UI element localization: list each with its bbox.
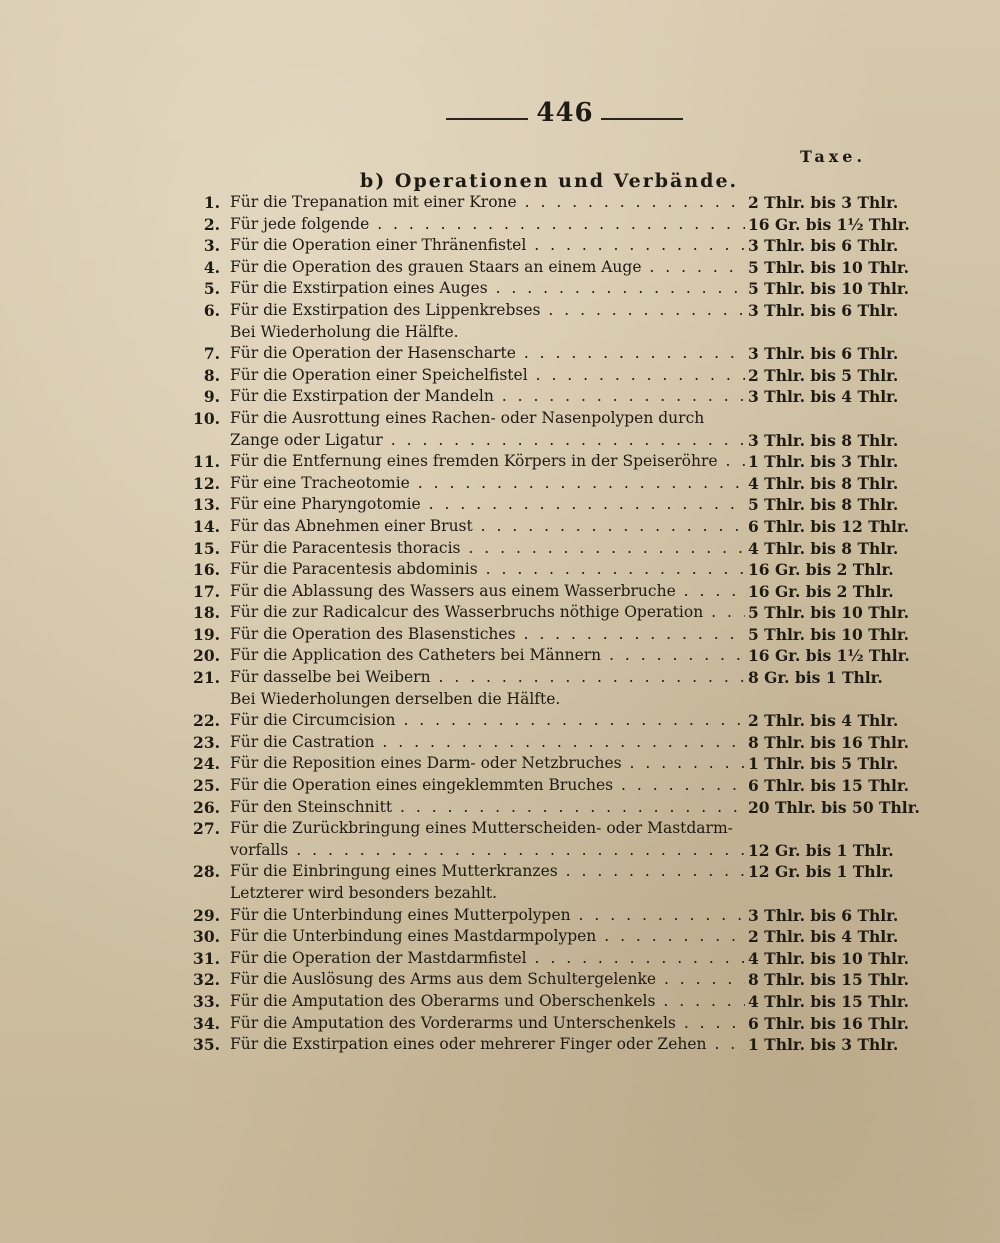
item-fee: 4 Thlr. bis 8 Thlr. xyxy=(748,538,899,558)
list-item xyxy=(0,710,1000,732)
list-item xyxy=(0,322,1000,344)
list-item xyxy=(0,192,1000,214)
list-item xyxy=(0,753,1000,775)
item-number: 22. xyxy=(193,711,220,731)
item-number: 16. xyxy=(193,560,220,580)
list-item xyxy=(0,1013,1000,1035)
item-number: 2. xyxy=(203,214,220,234)
item-description: Für die Unterbindung eines Mastdarmpolypen . . . xyxy=(230,926,745,948)
item-description: vorfalls . . . xyxy=(230,840,745,862)
list-item xyxy=(0,430,1000,452)
item-number: 28. xyxy=(193,862,220,882)
page-number: 446 xyxy=(536,98,594,128)
list-item xyxy=(0,559,1000,581)
item-description: Für die Exstirpation eines Auges . . . xyxy=(230,278,745,300)
item-description: Für eine Tracheotomie . . . xyxy=(230,473,745,495)
item-number: 17. xyxy=(193,581,220,601)
list-item xyxy=(0,645,1000,667)
item-fee: 8 Gr. bis 1 Thlr. xyxy=(748,668,883,688)
list-item xyxy=(0,581,1000,603)
list-item xyxy=(0,689,1000,711)
item-fee: 5 Thlr. bis 10 Thlr. xyxy=(748,257,910,277)
item-number: 30. xyxy=(193,927,220,947)
item-fee: 5 Thlr. bis 10 Thlr. xyxy=(748,279,910,299)
item-fee: 6 Thlr. bis 15 Thlr. xyxy=(748,776,910,796)
item-description: Für den Steinschnitt . . . xyxy=(230,797,745,819)
item-description: Für die Operation eines eingeklemmten Bruches . . . xyxy=(230,775,745,797)
list-item xyxy=(0,818,1000,840)
item-description: Letzterer wird besonders bezahlt. xyxy=(230,884,498,902)
item-number: 3. xyxy=(203,236,220,256)
item-description: Für die Unterbindung eines Mutterpolypen . . . xyxy=(230,905,745,927)
list-item xyxy=(0,278,1000,300)
item-fee: 2 Thlr. bis 4 Thlr. xyxy=(748,927,899,947)
item-number: 27. xyxy=(193,819,220,839)
item-number: 35. xyxy=(193,1035,220,1055)
item-fee: 12 Gr. bis 1 Thlr. xyxy=(748,840,894,860)
item-fee: 3 Thlr. bis 6 Thlr. xyxy=(748,236,899,256)
list-item xyxy=(0,257,1000,279)
item-description: Für dasselbe bei Weibern . . . xyxy=(230,667,745,689)
item-description: Für die Operation der Hasenscharte . . . xyxy=(230,343,745,365)
item-description: Für die Amputation des Oberarms und Oberschenkels . . . xyxy=(230,991,745,1013)
item-description: Für jede folgende . . . xyxy=(230,214,745,236)
item-number: 18. xyxy=(193,603,220,623)
item-fee: 3 Thlr. bis 6 Thlr. xyxy=(748,905,899,925)
item-fee: 6 Thlr. bis 16 Thlr. xyxy=(748,1013,910,1033)
item-number: 25. xyxy=(193,776,220,796)
list-item xyxy=(0,883,1000,905)
item-fee: 1 Thlr. bis 3 Thlr. xyxy=(748,1035,899,1055)
list-item xyxy=(0,775,1000,797)
item-number: 14. xyxy=(193,516,220,536)
header-rule-right xyxy=(601,118,683,120)
item-fee: 5 Thlr. bis 8 Thlr. xyxy=(748,495,899,515)
list-item xyxy=(0,667,1000,689)
item-description: Für die Circumcision . . . xyxy=(230,710,745,732)
item-fee: 3 Thlr. bis 4 Thlr. xyxy=(748,387,899,407)
list-item xyxy=(0,840,1000,862)
section-title: b) Operationen und Verbände. xyxy=(360,170,739,192)
item-description: Für die Exstirpation der Mandeln . . . xyxy=(230,386,745,408)
item-number: 9. xyxy=(203,387,220,407)
item-fee: 3 Thlr. bis 8 Thlr. xyxy=(748,430,899,450)
item-number: 6. xyxy=(203,300,220,320)
list-item xyxy=(0,235,1000,257)
item-fee: 4 Thlr. bis 10 Thlr. xyxy=(748,948,910,968)
list-item xyxy=(0,602,1000,624)
list-item xyxy=(0,624,1000,646)
item-number: 19. xyxy=(193,624,220,644)
fee-schedule-list xyxy=(0,192,1000,1056)
item-fee: 16 Gr. bis 1½ Thlr. xyxy=(748,646,910,666)
item-fee: 1 Thlr. bis 3 Thlr. xyxy=(748,452,899,472)
header-rule-left xyxy=(446,118,528,120)
item-description: Für die Paracentesis abdominis . . . xyxy=(230,559,745,581)
list-item xyxy=(0,538,1000,560)
item-fee: 3 Thlr. bis 6 Thlr. xyxy=(748,300,899,320)
item-number: 13. xyxy=(193,495,220,515)
item-fee: 2 Thlr. bis 4 Thlr. xyxy=(748,711,899,731)
item-fee: 16 Gr. bis 2 Thlr. xyxy=(748,581,894,601)
list-item xyxy=(0,408,1000,430)
item-number: 33. xyxy=(193,991,220,1011)
list-item xyxy=(0,732,1000,754)
item-number: 10. xyxy=(193,408,220,428)
item-description: Für die Einbringung eines Mutterkranzes . . . xyxy=(230,861,745,883)
item-description: Für die Operation einer Thränenfistel . . . xyxy=(230,235,745,257)
item-description: Zange oder Ligatur . . . xyxy=(230,430,745,452)
item-description: Für die Operation des Blasenstiches . . . xyxy=(230,624,745,646)
item-fee: 8 Thlr. bis 15 Thlr. xyxy=(748,970,910,990)
item-description: Bei Wiederholung die Hälfte. xyxy=(230,322,459,341)
list-item xyxy=(0,797,1000,819)
item-fee: 4 Thlr. bis 8 Thlr. xyxy=(748,473,899,493)
item-description: Bei Wiederholungen derselben die Hälfte. xyxy=(230,689,561,708)
item-number: 29. xyxy=(193,905,220,925)
item-number: 15. xyxy=(193,538,220,558)
item-fee: 4 Thlr. bis 15 Thlr. xyxy=(748,991,910,1011)
list-item xyxy=(0,516,1000,538)
item-number: 20. xyxy=(193,646,220,666)
item-description: Für die Amputation des Vorderarms und Unterschenkels . . . xyxy=(230,1013,745,1035)
item-fee: 5 Thlr. bis 10 Thlr. xyxy=(748,624,910,644)
item-description: Für die zur Radicalcur des Wasserbruchs nöthige Operation . . . xyxy=(230,602,745,624)
item-number: 12. xyxy=(193,473,220,493)
item-description: Für die Operation der Mastdarmfistel . . . xyxy=(230,948,745,970)
item-description: Für eine Pharyngotomie . . . xyxy=(230,494,745,516)
item-number: 11. xyxy=(193,452,220,472)
item-fee: 1 Thlr. bis 5 Thlr. xyxy=(748,754,899,774)
item-number: 7. xyxy=(203,344,220,364)
list-item xyxy=(0,473,1000,495)
list-item xyxy=(0,214,1000,236)
item-number: 8. xyxy=(203,365,220,385)
item-fee: 8 Thlr. bis 16 Thlr. xyxy=(748,732,910,752)
item-description: Für die Operation des grauen Staars an einem Auge . . . xyxy=(230,257,745,279)
list-item xyxy=(0,1034,1000,1056)
item-fee: 20 Thlr. bis 50 Thlr. xyxy=(748,797,920,817)
item-number: 31. xyxy=(193,948,220,968)
item-fee: 16 Gr. bis 2 Thlr. xyxy=(748,560,894,580)
item-description: Für die Trepanation mit einer Krone . . . xyxy=(230,192,745,214)
item-description: Für das Abnehmen einer Brust . . . xyxy=(230,516,745,538)
list-item xyxy=(0,451,1000,473)
item-description: Für die Auslösung des Arms aus dem Schultergelenke . . . xyxy=(230,969,745,991)
item-number: 21. xyxy=(193,668,220,688)
item-fee: 2 Thlr. bis 5 Thlr. xyxy=(748,365,899,385)
item-description: Für die Entfernung eines fremden Körpers in der Speiseröhre . . . xyxy=(230,451,745,473)
list-item xyxy=(0,948,1000,970)
list-item xyxy=(0,494,1000,516)
item-description: Für die Paracentesis thoracis . . . xyxy=(230,538,745,560)
item-fee: 16 Gr. bis 1½ Thlr. xyxy=(748,214,910,234)
item-description: Für die Operation einer Speichelfistel . . . xyxy=(230,365,745,387)
item-fee: 3 Thlr. bis 6 Thlr. xyxy=(748,344,899,364)
item-number: 5. xyxy=(203,279,220,299)
list-item xyxy=(0,300,1000,322)
item-number: 34. xyxy=(193,1013,220,1033)
item-number: 4. xyxy=(203,257,220,277)
item-description: Für die Exstirpation des Lippenkrebses . . . xyxy=(230,300,745,322)
list-item xyxy=(0,343,1000,365)
list-item xyxy=(0,991,1000,1013)
item-description: Für die Reposition eines Darm- oder Netzbruches . . . xyxy=(230,753,745,775)
list-item xyxy=(0,386,1000,408)
item-number: 23. xyxy=(193,732,220,752)
list-item xyxy=(0,365,1000,387)
item-number: 26. xyxy=(193,797,220,817)
item-description: Für die Zurückbringung eines Mutterscheiden- oder Mastdarm- xyxy=(230,819,733,838)
list-item xyxy=(0,905,1000,927)
item-fee: 12 Gr. bis 1 Thlr. xyxy=(748,862,894,882)
item-fee: 2 Thlr. bis 3 Thlr. xyxy=(748,193,899,212)
item-number: 32. xyxy=(193,970,220,990)
item-number: 1. xyxy=(203,193,220,212)
fee-column-header: Taxe. xyxy=(800,147,867,166)
item-fee: 5 Thlr. bis 10 Thlr. xyxy=(748,603,910,623)
item-fee: 6 Thlr. bis 12 Thlr. xyxy=(748,516,910,536)
item-description: Für die Castration . . . xyxy=(230,732,745,754)
item-number: 24. xyxy=(193,754,220,774)
item-description: Für die Exstirpation eines oder mehrerer Finger oder Zehen . . . xyxy=(230,1034,745,1056)
item-description: Für die Ablassung des Wassers aus einem Wasserbruche . . . xyxy=(230,581,745,603)
list-item xyxy=(0,926,1000,948)
list-item xyxy=(0,969,1000,991)
page-header xyxy=(0,98,1000,138)
item-description: Für die Application des Catheters bei Männern . . . xyxy=(230,645,745,667)
item-description: Für die Ausrottung eines Rachen- oder Nasenpolypen durch xyxy=(230,408,705,427)
list-item xyxy=(0,861,1000,883)
